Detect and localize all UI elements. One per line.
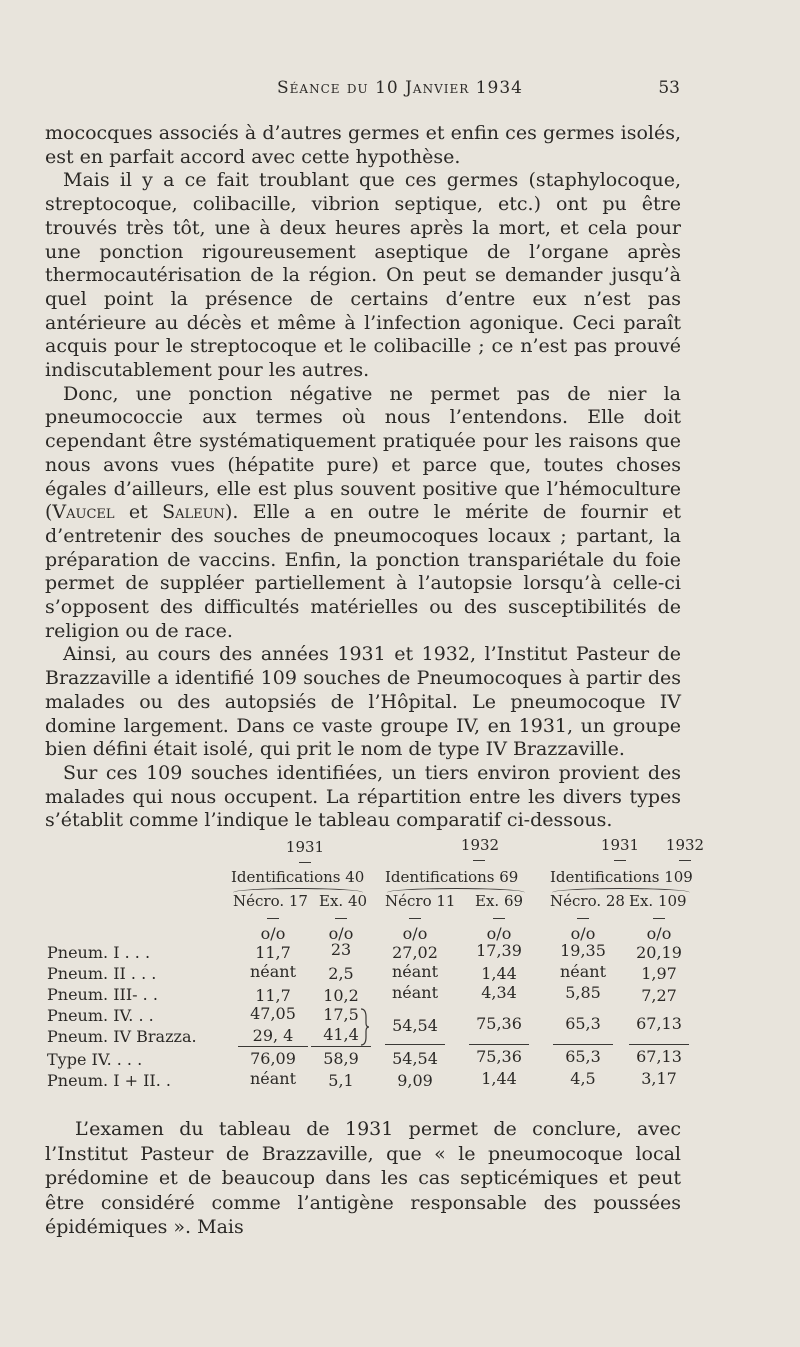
unit: o/o [260, 924, 286, 943]
table-cell: 76,09 [250, 1049, 296, 1068]
table-cell: néant [249, 1069, 297, 1088]
unit: o/o [402, 924, 428, 943]
dash [267, 918, 279, 919]
comparison-table [45, 828, 705, 1098]
table-cell: 75,36 [476, 1014, 522, 1033]
table-cell: 4,5 [570, 1069, 596, 1088]
unit: o/o [570, 924, 596, 943]
table-cell: néant [391, 983, 439, 1002]
dash [473, 860, 485, 861]
brace-right [360, 1008, 370, 1046]
rule [469, 1044, 529, 1045]
table-cell: 54,54 [392, 1049, 438, 1068]
table-cell: 20,19 [636, 943, 682, 962]
column-header: Ex. 40 [319, 892, 368, 910]
dash [299, 862, 311, 863]
author-name: Saleun [162, 501, 225, 524]
body-text [45, 122, 681, 833]
rule [311, 1046, 371, 1047]
rule [629, 1044, 689, 1045]
paragraph-text: Donc, une ponction négative ne permet pas de nier la pneumococcie aux termes où nous l’entendons. Elle doit cependant être systématiquement pratiquée pour les raisons que nous avons vues (hépatite pure) et parce que, toutes choses égales d’ailleurs, elle est plus souvent positive que l’hémoculture ( [45, 382, 681, 524]
row-label: Pneum. I . . . [47, 943, 151, 962]
table-cell: 65,3 [565, 1047, 601, 1066]
table-cell: 5,1 [328, 1071, 354, 1090]
paragraph: Ainsi, au cours des années 1931 et 1932, l’Institut Pasteur de Brazzaville a identifié 109 souches de Pneumocoques à partir des malades ou des autopsiés de l’Hôpital. Le pneumocoque IV domine largement. Dans ce vaste groupe IV, en 1931, un groupe bien défini était isolé, qui prit le nom de type IV Brazzaville. [45, 643, 681, 761]
table-cell: 54,54 [392, 1016, 438, 1035]
unit: o/o [486, 924, 512, 943]
group-header: Identifications 69 [385, 868, 519, 886]
year-header: 1932 [665, 836, 705, 854]
row-label: Pneum. III- . . [47, 985, 158, 1004]
unit: o/o [646, 924, 672, 943]
table-cell: 1,44 [481, 1069, 517, 1088]
table-cell: 58,9 [323, 1049, 359, 1068]
table-cell: 17,5 [323, 1005, 359, 1024]
table-cell: 19,35 [560, 941, 606, 960]
page-number: 53 [658, 78, 680, 98]
table-cell: 3,17 [641, 1069, 677, 1088]
table-cell: 9,09 [397, 1071, 433, 1090]
row-label: Pneum. II . . . [47, 964, 157, 983]
dash [335, 918, 347, 919]
paragraph: L’examen du tableau de 1931 permet de conclure, avec l’Institut Pasteur de Brazzaville, que « le pneumocoque local prédomine et de beaucoup dans les cas septicémiques et peut être considéré comme l’antigène responsable des poussées épidémiques ». Mais [45, 1118, 681, 1238]
paragraph: Sur ces 109 souches identifiées, un tiers environ provient des malades qui nous occupent. La répartition entre les divers types s’établit comme l’indique le tableau comparatif ci-dessous. [45, 761, 681, 832]
table-cell: 67,13 [636, 1047, 682, 1066]
dash [653, 918, 665, 919]
rule [238, 1046, 308, 1047]
column-header: Ex. 69 [475, 892, 524, 910]
unit: o/o [328, 924, 354, 943]
table-cell: 41,4 [323, 1025, 359, 1044]
dash [493, 918, 505, 919]
rule [553, 1044, 613, 1045]
row-label: Pneum. IV Brazza. [47, 1027, 197, 1046]
paragraph-text: ). Elle a en outre le mérite de fournir et d’entretenir des souches de pneumocoques locaux ; partant, la préparation de vaccins. Enfin, la ponction transpariétale du foie permet de suppléer partiellement à l’autopsie lorsqu’à celle-ci s’opposent des difficultés matérielles ou des susceptibilités de religion ou de race. [45, 501, 681, 642]
row-label: Pneum. I + II. . [47, 1071, 171, 1090]
group-header: Identifications 40 [231, 868, 365, 886]
table-cell: 7,27 [641, 986, 677, 1005]
table-cell: 1,44 [481, 964, 517, 983]
table-cell: 29, 4 [252, 1026, 294, 1045]
paragraph: Mais il y a ce fait troublant que ces germes (staphylocoque, streptocoque, colibacille, vibrion septique, etc.) ont pu être trouvés très tôt, une à deux heures après la mort, et cela pour une ponction rigoureusement aseptique de l’organe après thermocautérisation de la région. On peut se demander jusqu’à quel point la présence de certains d’entre eux n’est pas antérieure au décès et même à l’infection agonique. Ceci paraît acquis pour le streptocoque et le colibacille ; ce n’est pas prouvé indiscutablement pour les autres. [45, 169, 681, 382]
table-cell: néant [391, 962, 439, 981]
dash [614, 860, 626, 861]
paragraph: mococques associés à d’autres germes et enfin ces germes isolés, est en parfait accord avec cette hypothèse. [45, 122, 681, 168]
author-name: Vaucel [52, 501, 115, 524]
table-cell: 10,2 [323, 986, 359, 1005]
dash [577, 918, 589, 919]
column-header: Ex. 109 [629, 892, 687, 910]
page-header [0, 78, 800, 102]
year-header: 1932 [460, 836, 500, 854]
row-label: Pneum. IV. . . [47, 1006, 154, 1025]
column-header: Nécro 11 [385, 892, 456, 910]
rule [385, 1044, 445, 1045]
table-cell: 11,7 [255, 943, 291, 962]
year-header: 1931 [285, 838, 325, 856]
table-cell: 11,7 [255, 986, 291, 1005]
table-cell: 4,34 [481, 983, 517, 1002]
running-head: Séance du 10 Janvier 1934 [277, 78, 523, 98]
dash [679, 860, 691, 861]
table-cell: néant [249, 962, 297, 981]
table-cell: 27,02 [392, 943, 438, 962]
row-label: Type IV. . . . [47, 1050, 143, 1069]
table-cell: 5,85 [565, 983, 601, 1002]
paragraph-text: et [114, 501, 163, 524]
table-cell: néant [559, 962, 607, 981]
table-cell: 2,5 [328, 964, 354, 983]
year-header: 1931 [600, 836, 640, 854]
paragraph [45, 383, 681, 644]
column-header: Nécro. 17 [233, 892, 308, 910]
group-header: Identifications 109 [550, 868, 693, 886]
table-cell: 17,39 [476, 941, 522, 960]
table-cell: 47,05 [250, 1004, 296, 1023]
table-cell: 75,36 [476, 1047, 522, 1066]
table-cell: 23 [330, 940, 352, 959]
closing-text [45, 1117, 681, 1240]
table-cell: 1,97 [641, 964, 677, 983]
table-cell: 67,13 [636, 1014, 682, 1033]
column-header: Nécro. 28 [550, 892, 625, 910]
table-cell: 65,3 [565, 1014, 601, 1033]
dash [409, 918, 421, 919]
